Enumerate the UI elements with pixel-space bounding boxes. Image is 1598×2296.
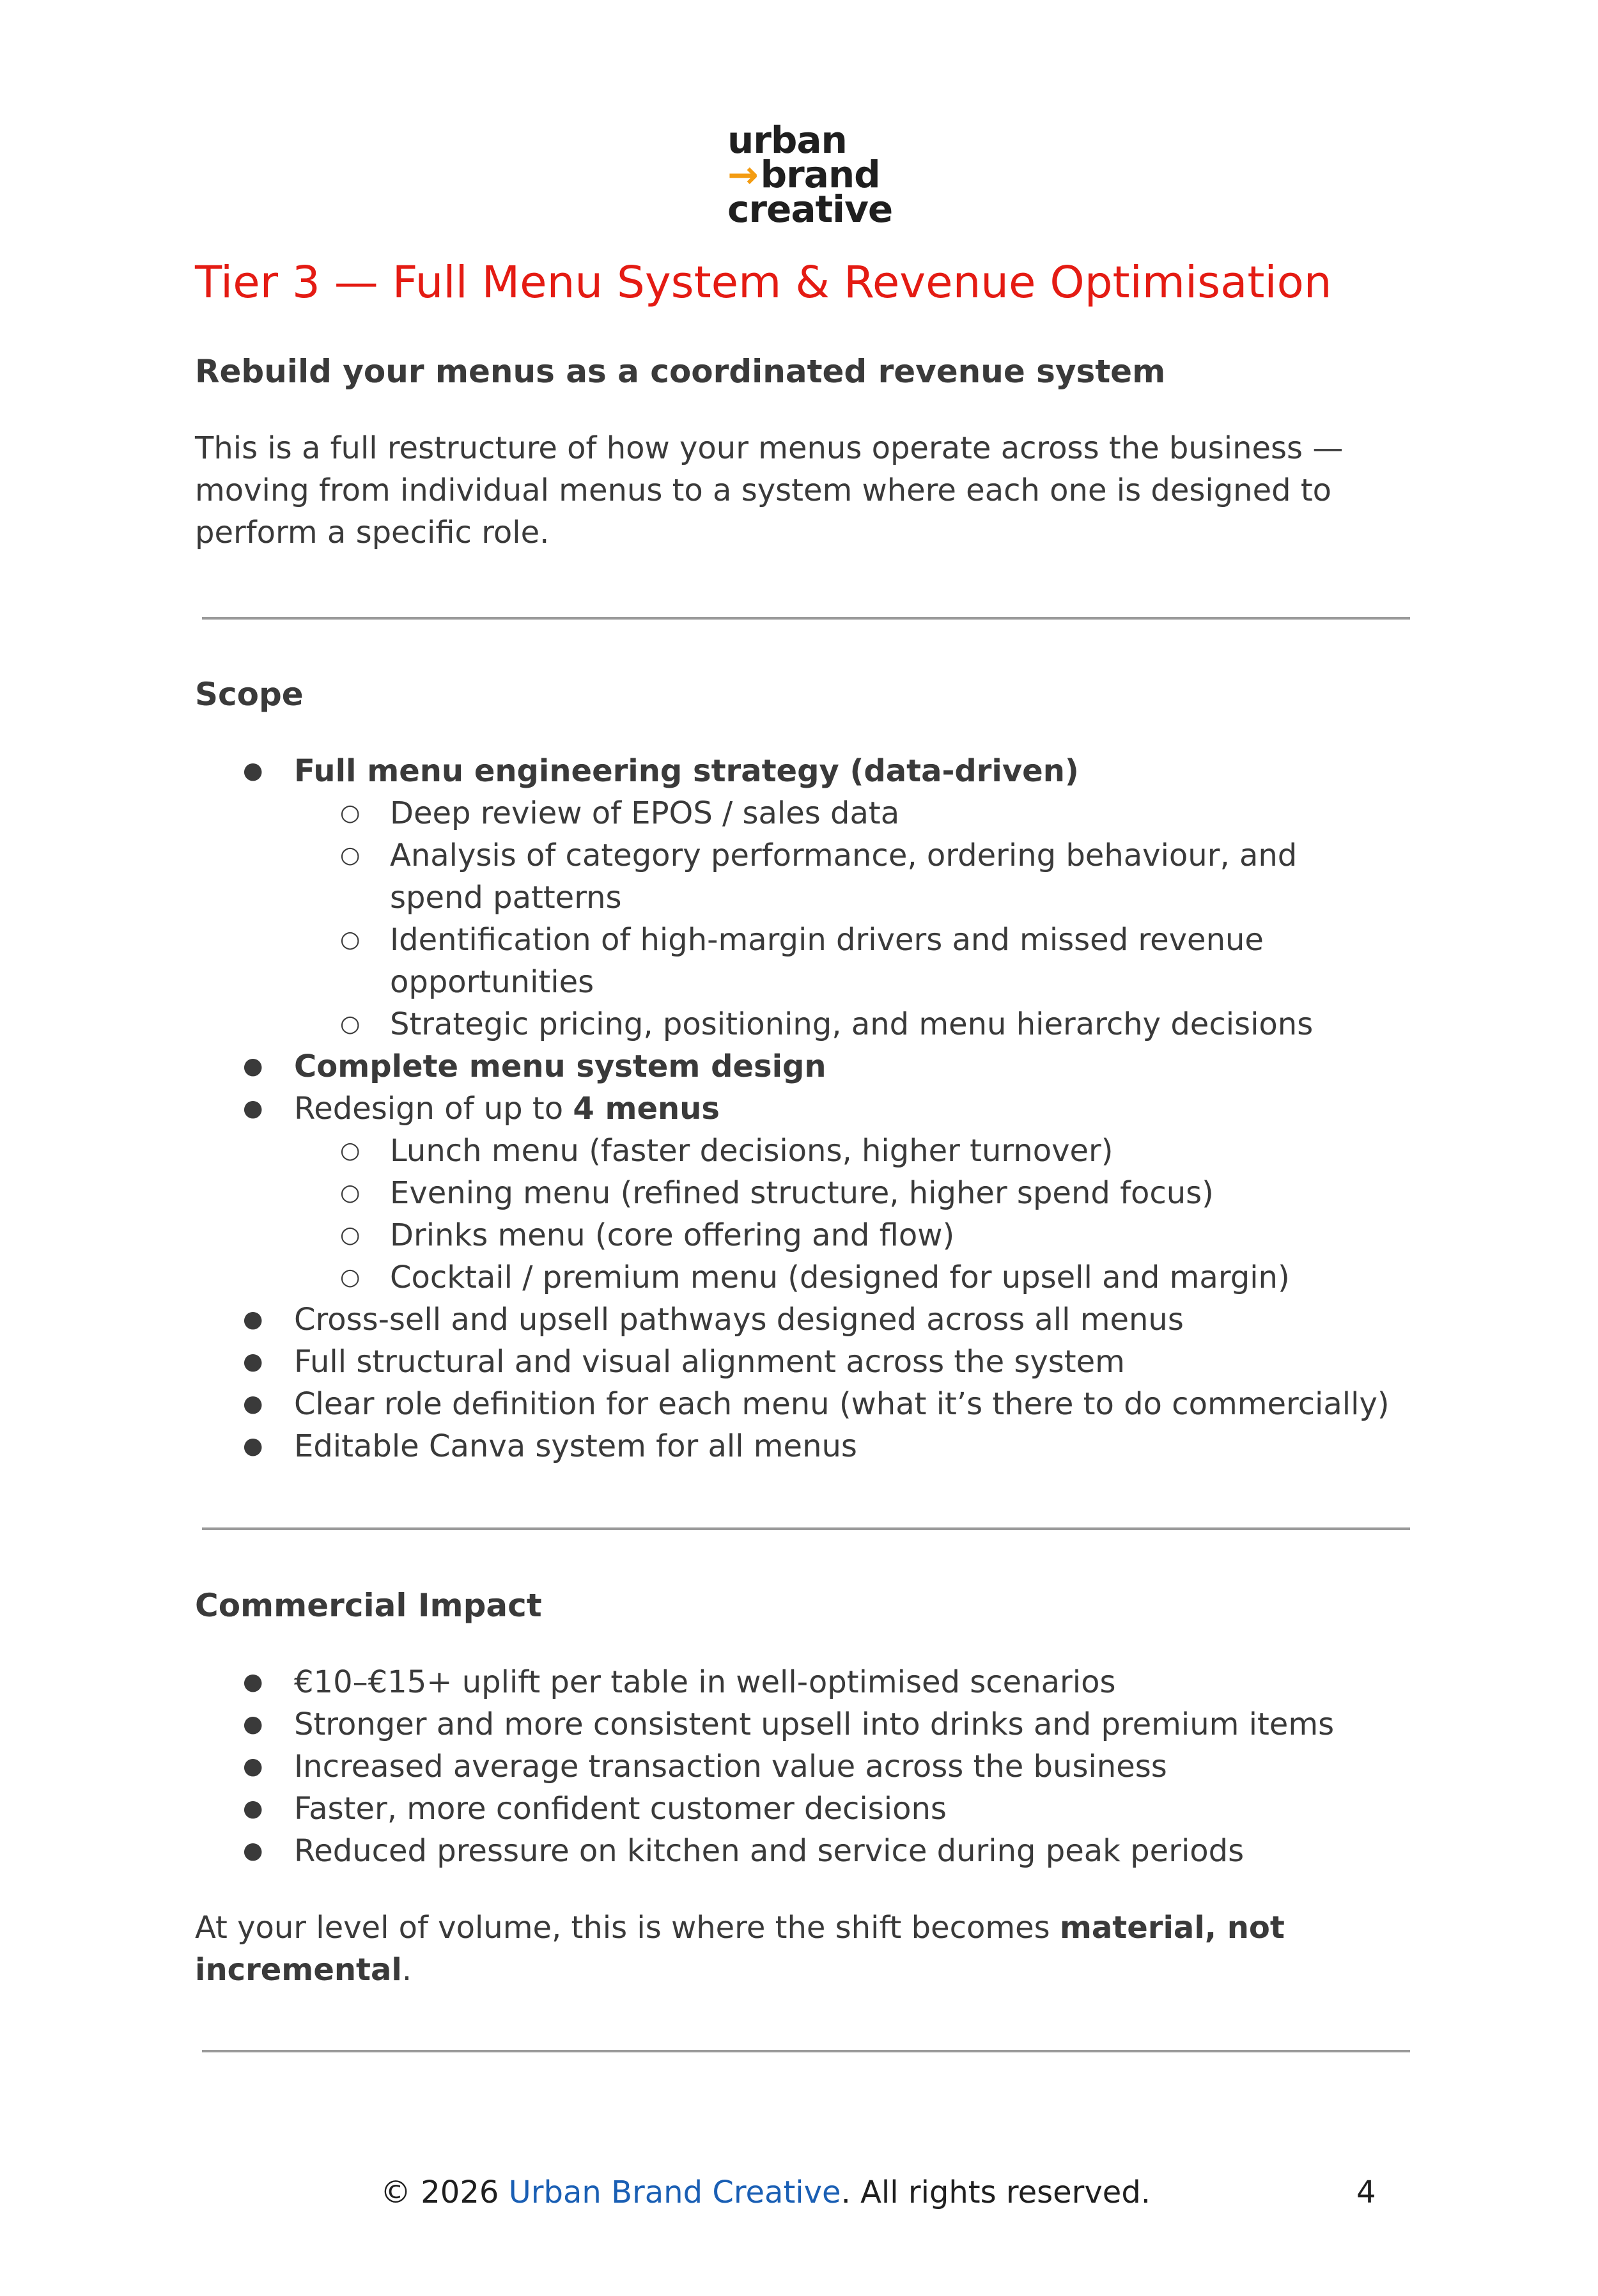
scope-item-system-design: ● Complete menu system design <box>243 1045 1390 1088</box>
logo-word-brand: brand <box>760 153 880 196</box>
scope-subitem-cocktail: ○ Cocktail / premium menu (designed for upsell and margin) <box>243 1256 1390 1299</box>
scope-subitem-identification: ○ Identification of high-margin drivers and missed revenue <box>243 919 1390 961</box>
divider-2 <box>202 1527 1410 1530</box>
brand-logo <box>727 118 893 231</box>
intro-line-1: This is a full restructure of how your menus operate across the business — <box>195 430 1344 466</box>
arrow-right-icon: → <box>727 153 758 196</box>
footer-link[interactable]: Urban Brand Creative <box>508 2175 841 2210</box>
impact-closing: At your level of volume, this is where the shift becomes material, not incremental. <box>195 1910 1285 1988</box>
page-number: 4 <box>1356 2175 1376 2210</box>
scope-item-redesign: ● Redesign of up to 4 menus <box>243 1088 1390 1130</box>
logo-line-brand <box>727 153 892 196</box>
scope-subitem-pricing: ○ Strategic pricing, positioning, and menu hierarchy decisions <box>243 1003 1390 1045</box>
impact-item-uplift: ● €10–€15+ uplift per table in well-optimised scenarios <box>243 1661 1334 1703</box>
impact-item-decisions: ● Faster, more confident customer decisions <box>243 1788 1334 1830</box>
scope-subitem-identification-cont: opportunities <box>390 964 594 1000</box>
impact-item-transaction: ● Increased average transaction value across the business <box>243 1745 1334 1788</box>
scope-subitem-lunch: ○ Lunch menu (faster decisions, higher turnover) <box>243 1130 1390 1172</box>
impact-item-upsell: ● Stronger and more consistent upsell into drinks and premium items <box>243 1703 1334 1745</box>
page-title: Tier 3 — Full Menu System & Revenue Optimisation <box>195 257 1332 308</box>
logo-line-urban: urban <box>727 118 847 162</box>
scope-subitem-evening: ○ Evening menu (refined structure, higher spend focus) <box>243 1172 1390 1214</box>
scope-item-cross-sell: ● Cross-sell and upsell pathways designed across all menus <box>243 1299 1390 1341</box>
scope-subitem-analysis: ○ Analysis of category performance, ordering behaviour, and <box>243 834 1390 877</box>
divider-1 <box>202 617 1410 620</box>
scope-item-engineering: ● Full menu engineering strategy (data-driven) <box>243 750 1390 792</box>
impact-heading: Commercial Impact <box>195 1587 542 1624</box>
intro-line-2: moving from individual menus to a system where each one is designed to <box>195 472 1332 508</box>
scope-subitem-epos: ○ Deep review of EPOS / sales data <box>243 792 1390 834</box>
scope-list <box>243 750 1390 1467</box>
intro-line-3: perform a specific role. <box>195 515 550 551</box>
impact-item-pressure: ● Reduced pressure on kitchen and service during peak periods <box>243 1830 1334 1872</box>
intro-heading: Rebuild your menus as a coordinated revenue system <box>195 353 1166 390</box>
scope-item-canva: ● Editable Canva system for all menus <box>243 1425 1390 1467</box>
divider-3 <box>202 2050 1410 2052</box>
scope-heading: Scope <box>195 676 304 713</box>
scope-subitem-analysis-cont: spend patterns <box>390 880 622 916</box>
footer-copyright: © 2026 Urban Brand Creative. All rights reserved. <box>380 2175 1151 2210</box>
scope-item-alignment: ● Full structural and visual alignment across the system <box>243 1341 1390 1383</box>
logo-line-creative: creative <box>727 187 893 231</box>
scope-subitem-drinks: ○ Drinks menu (core offering and flow) <box>243 1214 1390 1256</box>
scope-item-role-definition: ● Clear role definition for each menu (what it’s there to do commercially) <box>243 1383 1390 1425</box>
impact-list <box>243 1661 1334 1872</box>
intro-paragraph <box>195 427 1422 554</box>
